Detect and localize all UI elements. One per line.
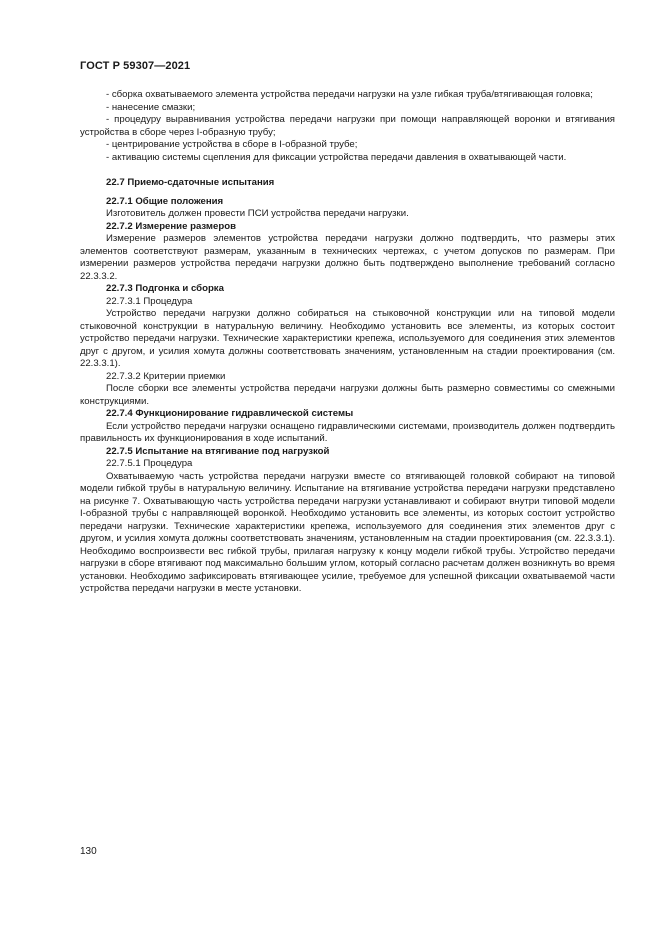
list-item: - активацию системы сцепления для фиксации устройства передачи давления в охватывающей части. — [106, 151, 567, 163]
subsection-heading-fitting: 22.7.3 Подгонка и сборка — [106, 283, 224, 294]
subsection-heading-hydraulics: 22.7.4 Функционирование гидравлической системы — [106, 408, 354, 419]
paragraph: Охватываемую часть устройства передачи нагрузки вместе со втягивающей головкой собирают на типовой модели гибкой трубы в натуральную величину. Испытание на втягивание устройства передачи нагрузки представлено на рисунке 7. Охватывающую часть устройства передачи нагрузки устанавливают и собирают внутри типовой модели I-образной трубы с направляющей воронкой. Необходимо установить все элементы, из которых состоит устройство передачи нагрузки. Технические характеристики крепежа, используемого для соединения этих элементов друг с другом, и усилия хомута должны соответствовать значениям, установленным на стадии проектирования (см. 22.3.3.1). Необходимо воспроизвести вес гибкой трубы, прилагая нагрузку к концу модели гибкой трубы. Устройство передачи нагрузки в сборе втягивают под максимально большим углом, который согласно расчетам должен возникнуть во время установки. Необходимо зафиксировать втягивающее усилие, требуемое для успешной фиксации охватываемой части устройства передачи нагрузки в месте установки. — [80, 470, 615, 594]
paragraph: После сборки все элементы устройства передачи нагрузки должны быть размерно совместимы со смежными конструкциями. — [80, 383, 615, 407]
clause-heading: 22.7.3.1 Процедура — [106, 295, 193, 307]
section-heading: 22.7 Приемо-сдаточные испытания — [106, 177, 275, 188]
clause-heading: 22.7.5.1 Процедура — [106, 458, 193, 469]
subsection-heading-dimensions: 22.7.2 Измерение размеров — [106, 220, 236, 232]
list-item: - сборка охватываемого элемента устройства передачи нагрузки на узле гибкая труба/втягивающая головка; — [106, 89, 593, 100]
paragraph: Измерение размеров элементов устройства передачи нагрузки должно подтвердить, что размеры этих элементов соответствуют размерам, указанным в технических чертежах, с учетом допусков по размерам. При измерении размеров устройства передачи нагрузки должно быть подтверждено выполнение требований согласно 22.3.3.2. — [80, 233, 615, 282]
clause-heading: 22.7.3.2 Критерии приемки — [106, 370, 226, 382]
paragraph: Если устройство передачи нагрузки оснащено гидравлическими системами, производитель должен подтвердить правильность их функционирования в ходе испытаний. — [80, 420, 615, 444]
subsection-heading-pull-in-test: 22.7.5 Испытание на втягивание под нагрузкой — [106, 445, 330, 457]
subsection-heading-general: 22.7.1 Общие положения — [106, 195, 224, 207]
page-number: 130 — [80, 846, 97, 857]
list-item: - процедуру выравнивания устройства передачи нагрузки при помощи направляющей воронки и втягивания устройства в сборе через I-образную трубу; — [80, 114, 615, 138]
document-code-header: ГОСТ Р 59307—2021 — [80, 60, 191, 72]
list-item: - нанесение смазки; — [106, 101, 196, 113]
paragraph: Устройство передачи нагрузки должно собираться на стыковочной конструкции или на типовой модели стыковочной конструкции в натуральную величину. Необходимо установить все элементы, из которых состоит устройство передачи нагрузки. Технические характеристики крепежа, используемого для соединения этих элементов друг с другом, и усилия хомута должны соответствовать значениям, установленным на стадии проектирования (см. 22.3.3.1). — [80, 308, 615, 369]
page-body — [80, 89, 615, 596]
paragraph: Изготовитель должен провести ПСИ устройства передачи нагрузки. — [106, 208, 409, 219]
spacer — [80, 164, 615, 177]
list-item: - центрирование устройства в сборе в I-образной трубе; — [106, 139, 358, 150]
